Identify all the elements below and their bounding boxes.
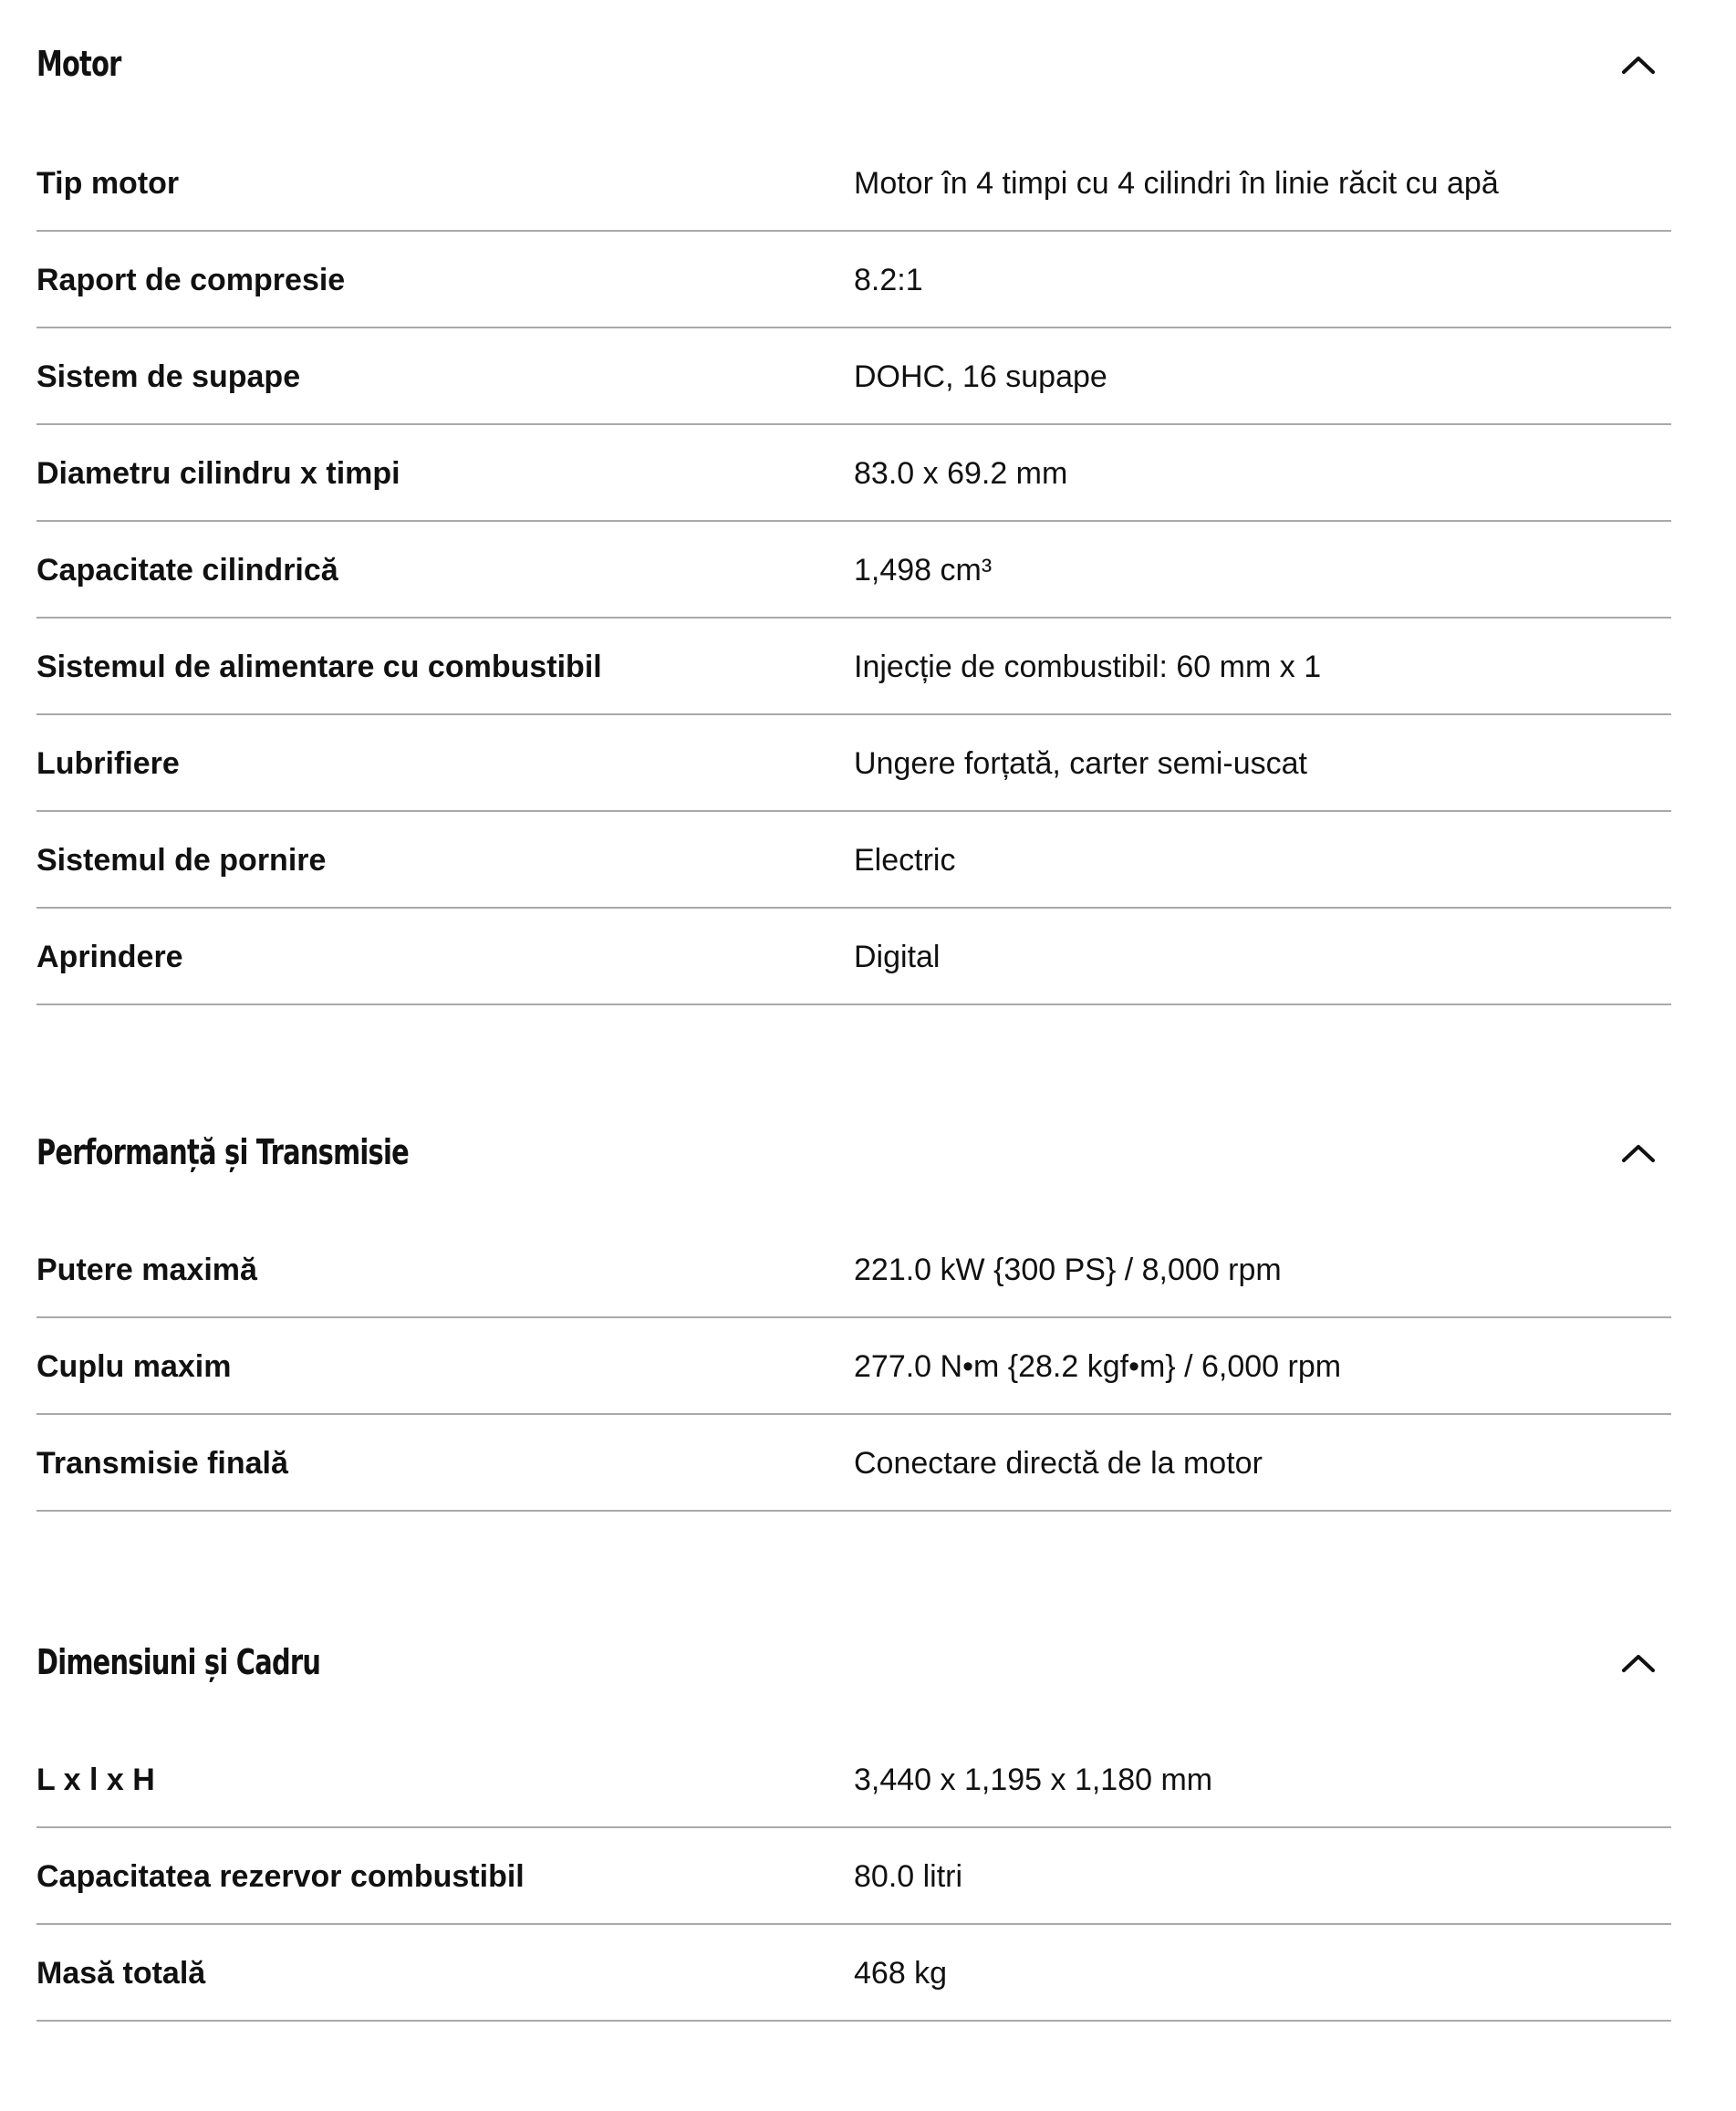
spec-label: Capacitate cilindrică [36, 553, 338, 588]
spec-label: Sistem de supape [36, 359, 301, 394]
spec-value: 1,498 cm³ [854, 553, 993, 588]
spec-label: Sistemul de pornire [36, 843, 327, 878]
spec-label: Masă totală [36, 1956, 206, 1991]
spec-row [36, 425, 1671, 522]
section-header-motor[interactable] [36, 9, 1671, 119]
spec-row [36, 812, 1671, 909]
spec-row [36, 1415, 1671, 1512]
chevron-up-icon[interactable] [1620, 47, 1657, 83]
spec-label: Sistemul de alimentare cu combustibil [36, 650, 602, 684]
spec-row [36, 619, 1671, 715]
spec-value: Injecție de combustibil: 60 mm x 1 [854, 650, 1322, 684]
section-performance-transmission [36, 1097, 1671, 1481]
spec-value: 3,440 x 1,195 x 1,180 mm [854, 1763, 1213, 1797]
spec-label: Diametru cilindru x timpi [36, 456, 400, 491]
spec-row [36, 715, 1671, 812]
spec-value: 8.2:1 [854, 263, 923, 297]
spec-value: 80.0 litri [854, 1859, 963, 1894]
spec-value: Ungere forțată, carter semi-uscat [854, 746, 1307, 781]
spec-row [36, 232, 1671, 328]
section-header-performance[interactable] [36, 1097, 1671, 1207]
spec-label: Putere maximă [36, 1253, 257, 1287]
spec-row [36, 1222, 1671, 1318]
spec-list [36, 1731, 1671, 2022]
spec-value: DOHC, 16 supape [854, 359, 1107, 394]
section-title: Motor [36, 44, 121, 84]
spec-value: Electric [854, 843, 956, 878]
spec-row [36, 909, 1671, 1005]
section-header-dimensions[interactable] [36, 1607, 1671, 1717]
spec-list [36, 1222, 1671, 1512]
spec-row [36, 522, 1671, 619]
spec-label: Cuplu maxim [36, 1349, 232, 1384]
spec-value: 83.0 x 69.2 mm [854, 456, 1068, 491]
spec-row [36, 1925, 1671, 2022]
spec-list [36, 135, 1671, 1005]
chevron-up-icon[interactable] [1620, 1645, 1657, 1681]
section-title: Performanță și Transmisie [36, 1132, 409, 1172]
spec-value: Digital [854, 940, 941, 974]
spec-value: 468 kg [854, 1956, 948, 1991]
spec-label: Lubrifiere [36, 746, 180, 781]
spec-row [36, 328, 1671, 425]
spec-label: Tip motor [36, 166, 180, 201]
spec-value: Motor în 4 timpi cu 4 cilindri în linie răcit cu apă [854, 166, 1499, 201]
spec-value: 277.0 N•m {28.2 kgf•m} / 6,000 rpm [854, 1349, 1342, 1384]
spec-value: Conectare directă de la motor [854, 1446, 1263, 1481]
chevron-up-icon[interactable] [1620, 1135, 1657, 1171]
spec-row [36, 1731, 1671, 1828]
spec-label: Raport de compresie [36, 263, 346, 297]
section-dimensions-frame [36, 1607, 1671, 1991]
spec-label: Transmisie finală [36, 1446, 288, 1481]
spec-value: 221.0 kW {300 PS} / 8,000 rpm [854, 1253, 1282, 1287]
spec-row [36, 135, 1671, 232]
spec-row [36, 1318, 1671, 1415]
spec-label: L x l x H [36, 1763, 155, 1797]
spec-row [36, 1828, 1671, 1925]
spec-label: Aprindere [36, 940, 183, 974]
section-motor [36, 9, 1671, 974]
section-title: Dimensiuni și Cadru [36, 1642, 321, 1682]
spec-label: Capacitatea rezervor combustibil [36, 1859, 525, 1894]
